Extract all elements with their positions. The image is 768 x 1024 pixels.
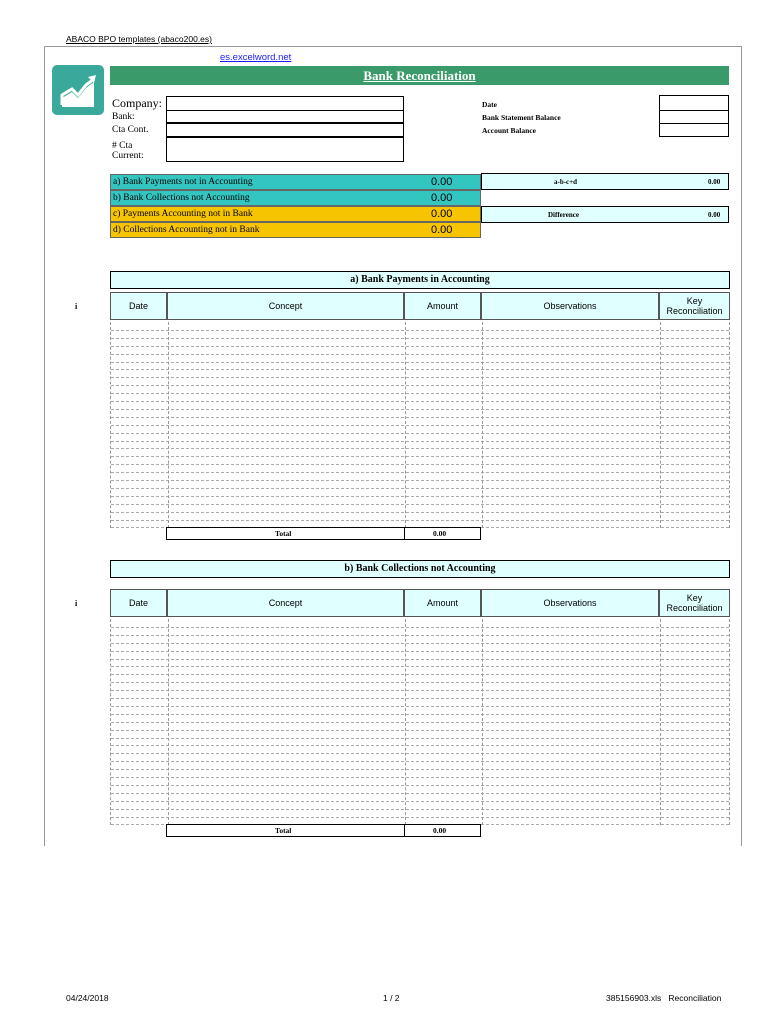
table-row-line	[111, 496, 729, 497]
summary-value-c: 0.00	[431, 208, 453, 220]
summary-value-d: 0.00	[431, 224, 453, 236]
website-link[interactable]: es.excelword.net	[220, 52, 292, 63]
summary-label-b: b) Bank Collections not Accounting	[113, 193, 250, 203]
section-a-col-amount: Amount	[404, 292, 481, 320]
table-row-line	[111, 793, 729, 794]
table-column-line	[405, 619, 406, 825]
section-b-col-amount: Amount	[404, 589, 481, 617]
table-column-line	[482, 322, 483, 528]
section-b-marker: i	[75, 599, 78, 608]
left-border	[44, 46, 45, 846]
section-a-col-date: Date	[110, 292, 167, 320]
table-row-line	[111, 480, 729, 481]
section-a-total-label-box	[166, 527, 405, 540]
page-title: Bank Reconciliation	[110, 66, 729, 85]
section-a-col-observations: Observations	[481, 292, 659, 320]
table-row-line	[111, 777, 729, 778]
table-row-line	[111, 377, 729, 378]
formula-value: 0.00	[708, 178, 721, 186]
table-row-line	[111, 817, 729, 818]
table-row-line	[111, 409, 729, 410]
section-b-total-value: 0.00	[433, 826, 447, 835]
table-row-line	[111, 448, 729, 449]
section-b-title: b) Bank Collections not Accounting	[110, 560, 730, 578]
section-a-table-body[interactable]	[110, 322, 730, 528]
cta-current-field[interactable]	[166, 137, 404, 162]
section-a-col-key: Key Reconciliation	[659, 292, 730, 320]
table-row-line	[111, 456, 729, 457]
table-row-line	[111, 464, 729, 465]
summary-label-a: a) Bank Payments not in Accounting	[113, 177, 253, 187]
table-row-line	[111, 722, 729, 723]
difference-label: Difference	[548, 211, 579, 219]
table-row-line	[111, 369, 729, 370]
bank-label: Bank:	[112, 112, 135, 122]
table-row-line	[111, 682, 729, 683]
summary-row-b	[110, 190, 481, 206]
cta-cont-field[interactable]	[166, 123, 404, 137]
table-row-line	[111, 627, 729, 628]
section-a-total-label: Total	[275, 529, 292, 538]
section-b-col-key: Key Reconciliation	[659, 589, 730, 617]
section-a-total-value: 0.00	[433, 529, 447, 538]
bank-field[interactable]	[166, 110, 404, 123]
table-row-line	[111, 753, 729, 754]
table-row-line	[111, 488, 729, 489]
cta-current-label-line1: # Cta	[112, 141, 133, 151]
table-row-line	[111, 417, 729, 418]
cta-cont-label: Cta Cont.	[112, 125, 149, 135]
table-column-line	[168, 322, 169, 528]
table-row-line	[111, 433, 729, 434]
table-row-line	[111, 651, 729, 652]
summary-row-a	[110, 174, 481, 190]
account-balance-field[interactable]	[659, 123, 729, 137]
formula-box	[481, 173, 729, 190]
table-row-line	[111, 441, 729, 442]
table-row-line	[111, 425, 729, 426]
summary-row-d	[110, 222, 481, 238]
table-row-line	[111, 659, 729, 660]
section-b-col-concept: Concept	[167, 589, 404, 617]
difference-box	[481, 206, 729, 223]
table-row-line	[111, 393, 729, 394]
table-row-line	[111, 738, 729, 739]
cta-current-label-line2: Current:	[112, 151, 144, 161]
bank-statement-field[interactable]	[659, 110, 729, 124]
table-row-line	[111, 330, 729, 331]
table-row-line	[111, 690, 729, 691]
table-row-line	[111, 761, 729, 762]
company-label: Company:	[112, 96, 162, 110]
difference-value: 0.00	[708, 211, 721, 219]
right-border	[741, 46, 742, 846]
table-row-line	[111, 504, 729, 505]
account-balance-label: Account Balance	[482, 126, 536, 135]
table-row-line	[111, 338, 729, 339]
table-row-line	[111, 666, 729, 667]
table-row-line	[111, 706, 729, 707]
chart-logo-icon	[52, 65, 104, 115]
table-row-line	[111, 512, 729, 513]
table-row-line	[111, 643, 729, 644]
footer-date: 04/24/2018	[66, 993, 109, 1003]
table-row-line	[111, 674, 729, 675]
table-row-line	[111, 714, 729, 715]
summary-label-c: c) Payments Accounting not in Bank	[113, 209, 253, 219]
section-a-total-value-box	[404, 527, 481, 540]
summary-row-c	[110, 206, 481, 222]
document-header: ABACO BPO templates (abaco200.es)	[66, 34, 212, 44]
bank-statement-label: Bank Statement Balance	[482, 113, 561, 122]
section-b-col-date: Date	[110, 589, 167, 617]
table-column-line	[168, 619, 169, 825]
section-b-total-label-box	[166, 824, 405, 837]
cta-current-label	[112, 141, 144, 161]
formula-label: a-b-c+d	[554, 178, 578, 186]
table-row-line	[111, 401, 729, 402]
section-b-table-body[interactable]	[110, 619, 730, 825]
footer-page: 1 / 2	[383, 993, 400, 1003]
table-row-line	[111, 698, 729, 699]
table-column-line	[405, 322, 406, 528]
section-b-total-label: Total	[275, 826, 292, 835]
table-row-line	[111, 785, 729, 786]
table-row-line	[111, 385, 729, 386]
section-b-total-value-box	[404, 824, 481, 837]
table-row-line	[111, 520, 729, 521]
summary-value-b: 0.00	[431, 192, 453, 204]
table-row-line	[111, 354, 729, 355]
table-column-line	[660, 322, 661, 528]
summary-value-a: 0.00	[431, 176, 453, 188]
date-field[interactable]	[659, 95, 729, 111]
table-row-line	[111, 346, 729, 347]
date-label: Date	[482, 100, 497, 109]
company-field[interactable]	[166, 96, 404, 111]
table-row-line	[111, 362, 729, 363]
section-a-marker: i	[75, 302, 78, 311]
table-column-line	[660, 619, 661, 825]
table-row-line	[111, 745, 729, 746]
table-column-line	[482, 619, 483, 825]
table-row-line	[111, 801, 729, 802]
section-a-title: a) Bank Payments in Accounting	[110, 271, 730, 289]
table-row-line	[111, 769, 729, 770]
table-row-line	[111, 635, 729, 636]
summary-label-d: d) Collections Accounting not in Bank	[113, 225, 260, 235]
table-row-line	[111, 472, 729, 473]
table-row-line	[111, 730, 729, 731]
table-row-line	[111, 809, 729, 810]
top-border	[44, 46, 742, 47]
section-b-col-observations: Observations	[481, 589, 659, 617]
section-a-col-concept: Concept	[167, 292, 404, 320]
footer-file: 385156903.xls Reconciliation	[606, 993, 722, 1003]
